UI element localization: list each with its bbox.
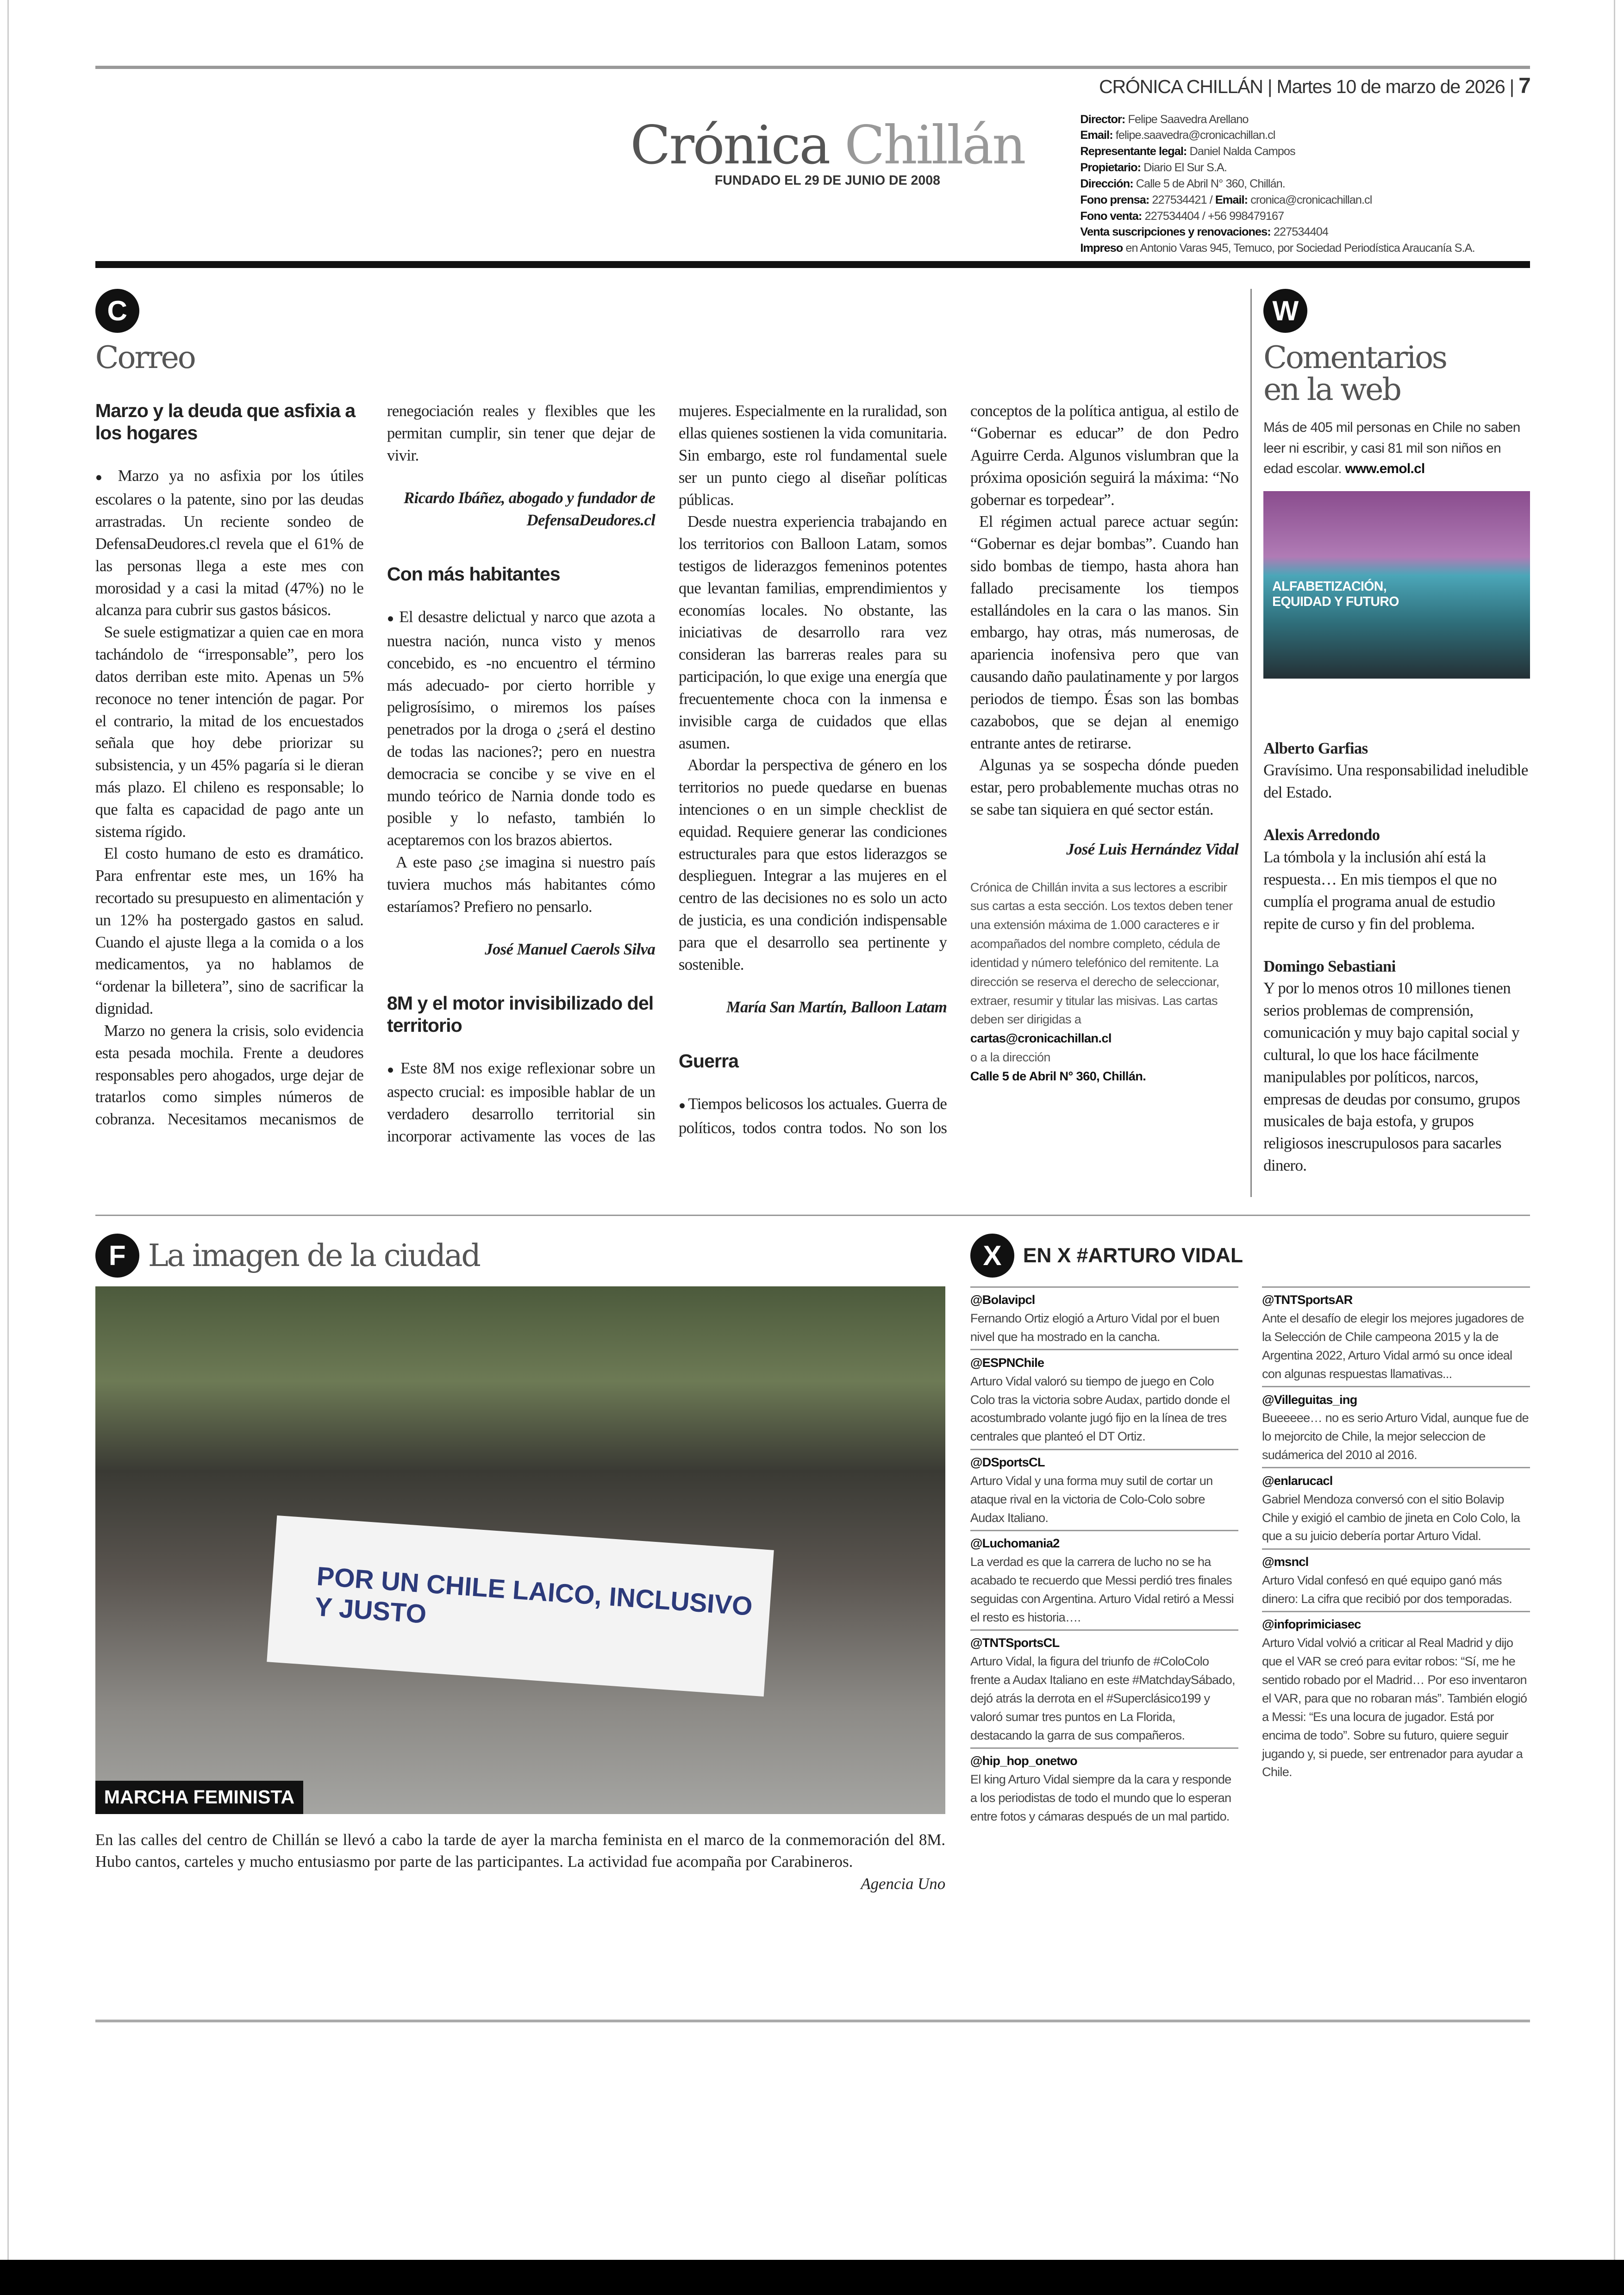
tweets-left <box>970 1286 1238 1828</box>
tweet-handle[interactable]: @infoprimiciasec <box>1262 1611 1530 1634</box>
signature: Ricardo Ibáñez, abogado y fundador de DefensaDeudores.cl <box>403 489 656 529</box>
comment-text: La tómbola y la inclusión ahí está la respuesta… En mis tiempos el que no cumplía el programa anual de estudio repite de curso y fin del problema. <box>1263 848 1497 933</box>
web-comment <box>1263 737 1530 804</box>
letters-columns <box>95 400 1239 1147</box>
tweet[interactable] <box>1262 1548 1530 1608</box>
tweet[interactable] <box>970 1747 1238 1826</box>
letters-email[interactable]: cartas@cronicachillan.cl <box>970 1031 1112 1046</box>
bottom-bar <box>0 2260 1624 2295</box>
staff-value: Felipe Saavedra Arellano <box>1128 112 1249 126</box>
signature: María San Martín, Balloon Latam <box>726 998 947 1016</box>
staff-label: Venta suscripciones y renovaciones: <box>1080 225 1271 239</box>
tweet[interactable] <box>1262 1611 1530 1781</box>
staff-label: Propietario: <box>1080 161 1141 175</box>
tweet-text: La verdad es que la carrera de lucho no se ha acabado te recuerdo que Messi perdió tres finales seguidas con Argentina. Arturo Vidal retiró a Messi el resto es historia…. <box>970 1554 1234 1624</box>
paragraph: Abordar la perspectiva de género en los territorios no puede quedarse en buenas intenciones o en un simple checklist de equidad. Requiere generar las condiciones estructurales para que estos liderazgos se desplieguen. Integrar a las mujeres en el centro de las decisiones no es solo un acto de justicia, es una condición indispensable para que el desarrollo sea pertinente y sostenible. <box>678 756 947 973</box>
photo-caption <box>95 1829 945 1895</box>
tweet-text: Arturo Vidal, la figura del triunfo de #ColoColo frente a Audax Italiano en este #MatchdaySábado, dejó atrás la derrota en el #Superclásico199 y valoró sumar tres puntos en La Florida, destacando la garra de sus compañeros. <box>970 1654 1235 1742</box>
imagen-header: F La imagen de la ciudad <box>95 1234 945 1278</box>
section-rule <box>95 1215 1530 1216</box>
tweet[interactable] <box>970 1349 1238 1446</box>
tweet-handle[interactable]: @TNTSportsAR <box>1262 1286 1530 1309</box>
comment-author: Domingo Sebastiani <box>1263 957 1396 975</box>
web-article-image: ALFABETIZACIÓN, EQUIDAD Y FUTURO <box>1263 491 1530 679</box>
header-rule <box>95 261 1530 268</box>
letters-note: Crónica de Chillán invita a sus lectores a escribir sus cartas a esta sección. Los textos deben tener una extensión máxima de 1.000 caracteres e ir acompañados del nombre completo, cédula de identidad y número telefónico del remitente. La dirección se reserva el derecho de seleccionar, extraer, resumir y titular las misivas. Las cartas deben ser dirigidas a cartas@cronicachillan.cl o a la dirección Calle 5 de Abril N° 360, Chillán. <box>970 879 1233 1083</box>
photo-credit: Agencia Uno <box>861 1875 946 1893</box>
imagen-section <box>95 1234 945 1895</box>
section-title-correo: Correo <box>95 339 195 375</box>
letter-title: Guerra <box>678 1050 739 1072</box>
staff-label: Fono prensa: <box>1080 193 1149 206</box>
comment-author: Alexis Arredondo <box>1263 826 1380 844</box>
tweet-handle[interactable]: @Luchomania2 <box>970 1530 1238 1553</box>
tweet[interactable] <box>1262 1386 1530 1464</box>
bottom-rule <box>95 2020 1530 2022</box>
staff-value: cronica@cronicachillan.cl <box>1250 193 1372 206</box>
staff-label: Dirección: <box>1080 177 1133 190</box>
web-comments <box>1263 737 1530 1177</box>
bottom-section <box>95 1234 1530 1895</box>
tweet[interactable] <box>1262 1286 1530 1383</box>
comment-author: Alberto Garfias <box>1263 739 1368 757</box>
tweet[interactable] <box>970 1530 1238 1627</box>
staff-box <box>1080 112 1474 256</box>
page-edge <box>7 0 9 2266</box>
paragraph: Desde nuestra experiencia trabajando en los territorios con Balloon Latam, somos testigos de liderazgos femeninos potentes que levantan familias, emprendimientos y economías locales. No obstante, las iniciativas de desarrollo rara vez consideran las barreras reales para su participación, lo que exige una energía que frecuentemente choca con la inmensa e invisible carga de cuidados que ellas asumen. <box>678 512 947 752</box>
staff-value: 227534421 / <box>1152 193 1215 206</box>
staff-label: Fono venta: <box>1080 209 1142 223</box>
paragraph: Marzo no genera la crisis, solo evidencia esta pesada mochila. Frente a deudores responsables pero ahogados, urge dejar de tratarlos como simples números de cobranza. Necesitamos mecanismos de renegociación reales y flexibles que les permitan cumplir, sin tener que dejar de vivir. <box>95 402 656 1129</box>
march-photo <box>95 1286 945 1814</box>
staff-label: Representante legal: <box>1080 145 1187 158</box>
signature: José Luis Hernández Vidal <box>1066 840 1239 858</box>
tweet-text: Arturo Vidal valoró su tiempo de juego en Colo Colo tras la victoria sobre Audax, partido donde el acostumbrado volante jugó fijo en la línea de tres centrales que planteó el DT Ortiz. <box>970 1373 1230 1444</box>
tweets <box>970 1286 1530 1828</box>
tweet-text: Bueeeee… no es serio Arturo Vidal, aunque fue de lo mejorcito de Chile, la mejor seleccion de sudámerica del 2010 al 2016. <box>1262 1410 1529 1462</box>
tweet-handle[interactable]: @Villeguitas_ing <box>1262 1386 1530 1409</box>
tweet-handle[interactable]: @TNTSportsCL <box>970 1629 1238 1652</box>
tweet-text: Gabriel Mendoza conversó con el sitio Bolavip Chile y exigió el cambio de jineta en Colo Colo, la que a su juicio debería portar Arturo Vidal. <box>1262 1491 1520 1543</box>
staff-value: 227534404 <box>1273 225 1328 239</box>
staff-label: Email: <box>1215 193 1248 206</box>
staff-value: Calle 5 de Abril N° 360, Chillán. <box>1136 177 1285 190</box>
web-section <box>1263 289 1530 1197</box>
comment-text: Gravísimo. Una responsabilidad ineludible del Estado. <box>1263 761 1528 802</box>
tweet-handle[interactable]: @enlarucacl <box>1262 1467 1530 1490</box>
page-edge <box>1614 0 1615 2266</box>
paragraph: El costo humano de esto es dramático. Para enfrentar este mes, un 16% ha recortado su presupuesto en alimentación y un 12% ha postergado gastos en salud. Cuando el ajuste llega a la comida o a los medicamentos, ya no hablamos de “ordenar la billetera”, sino de sacrificar la dignidad. <box>95 844 364 1018</box>
tweet-text: Ante el desafío de elegir los mejores jugadores de la Selección de Chile campeona 2015 y la de Argentina 2022, Arturo Vidal armó su once ideal con algunas respuestas llamativas... <box>1262 1311 1524 1381</box>
enx-section <box>970 1234 1530 1895</box>
signature: José Manuel Caerols Silva <box>485 940 656 958</box>
comment-text: Y por lo menos otros 10 millones tienen serios problemas de comprensión, comunicación y muy bajo capital social y cultural, lo que los hace fácilmente manipulables por políticos, narcos, empresas de deudas por consumo, grupos musicales de baja estofa, y grupos religiosos inescrupulosos para sacarles dinero. <box>1263 979 1520 1174</box>
tweet-handle[interactable]: @Bolavipcl <box>970 1286 1238 1309</box>
staff-label: Director: <box>1080 112 1125 126</box>
founded-date: FUNDADO EL 29 DE JUNIO DE 2008 <box>714 173 940 188</box>
staff-label: Impreso <box>1080 242 1123 255</box>
page-info: CRÓNICA CHILLÁN | Martes 10 de marzo de 2026 | 7 <box>1099 74 1530 99</box>
staff-value: Diario El Sur S.A. <box>1143 161 1227 175</box>
tweet-handle[interactable]: @hip_hop_onetwo <box>970 1747 1238 1770</box>
letter-title: 8M y el motor invisibilizado del territorio <box>387 992 654 1036</box>
staff-label: Email: <box>1080 129 1113 142</box>
logo: Crónica Chillán <box>630 114 1025 176</box>
tweet-text: Arturo Vidal volvió a criticar al Real Madrid y dijo que el VAR se creó para evitar robos: “Sí, me he sentido robado por el Madrid… Por eso inventaron el VAR, para que no robaran más”. También elogió a Messi: “Es una locura de jugador. Está por encima de todo”. Sobre su futuro, quiere seguir jugando y, si puede, ser entrenador para ayudar a Chile. <box>1262 1635 1527 1779</box>
paragraph: Algunas ya se sospecha dónde pueden estar, pero probablemente muchas otras no se sabe tan siquiera en qué sector están. <box>970 756 1239 818</box>
paragraph: ● El desastre delictual y narco que azota a nuestra nación, nunca visto y menos concebido, es -no encuentro el término más adecuado- por cierto horrible y peligrosísimo, o miremos los países penetrados por la droga o ¿será el destino de todas las naciones?; pero en nuestra democracia se concibe y se vive en el mundo teórico de Narnia donde todo es posible y lo nefasto, también lo aceptaremos con los brazos abiertos. <box>387 606 655 851</box>
web-lead: Más de 405 mil personas en Chile no saben leer ni escribir, y casi 81 mil son niños en edad escolar. www.emol.cl <box>1263 420 1520 476</box>
column-divider <box>1250 289 1252 1197</box>
tweet-handle[interactable]: @msncl <box>1262 1548 1530 1571</box>
section-title-web: Comentarios en la web <box>1263 339 1446 408</box>
photo-label: MARCHA FEMINISTA <box>95 1781 303 1814</box>
correo-section <box>95 289 1239 1197</box>
web-comment <box>1263 955 1530 1177</box>
tweet-handle[interactable]: @DSportsCL <box>970 1449 1238 1472</box>
web-badge: W <box>1263 289 1530 333</box>
staff-value: 227534404 / +56 998479167 <box>1144 209 1284 223</box>
top-section <box>95 289 1530 1197</box>
letter-title: Marzo y la deuda que asfixia a los hogares <box>95 400 356 443</box>
tweets-right <box>1262 1286 1530 1828</box>
paragraph: El régimen actual parece actuar según: “Gobernar es dejar bombas”. Cuando han sido bombas de tiempo, hasta ahora han fallado precisamente los tiempos estallándoles en la cara o las manos. Sin embargo, hay otras, más numerosas, de apariencia inofensiva pero que van causando daño paulatinamente y por largos periodos de tiempo. Ésas son las bombas cazabobos, que se dejan al enemigo entrante antes de retirarse. <box>970 512 1239 752</box>
tweet-text: Arturo Vidal confesó en qué equipo ganó más dinero: La cifra que recibió por dos temporadas. <box>1262 1572 1512 1606</box>
enx-header: X EN X #ARTURO VIDAL <box>970 1234 1530 1278</box>
tweet-text: Fernando Ortiz elogió a Arturo Vidal por el buen nivel que ha mostrado en la cancha. <box>970 1311 1219 1344</box>
letter-title: Con más habitantes <box>387 563 560 585</box>
tweet-text: El king Arturo Vidal siempre da la cara y responde a los periodistas de todo el mundo que lo esperan entre fotos y cámaras después de un mal partido. <box>970 1772 1231 1823</box>
staff-value: felipe.saavedra@cronicachillan.cl <box>1115 129 1275 142</box>
staff-value: en Antonio Varas 945, Temuco, por Sociedad Periodística Araucanía S.A. <box>1125 242 1475 255</box>
paragraph: ● Tiempos belicosos los actuales. Guerra de políticos, todos contra todos. No son los conceptos de la política antigua, al estilo de “Gobernar es educar” de don Pedro Aguirre Cerda. Algunos vislumbran que la próxima oposición seguirá la máxima: “No gobernar es torpedear”. <box>679 400 1238 1147</box>
paragraph: A este paso ¿se imagina si nuestro país tuviera muchos más habitantes cómo estaríamos? Prefiero no pensarlo. <box>387 853 656 916</box>
tweet[interactable] <box>1262 1467 1530 1545</box>
correo-badge: C <box>95 289 1239 333</box>
tweet-text: Arturo Vidal y una forma muy sutil de cortar un ataque rival en la victoria de Colo-Colo sobre Audax Italiano. <box>970 1473 1213 1525</box>
tweet[interactable] <box>970 1629 1238 1745</box>
source-link[interactable]: www.emol.cl <box>1345 461 1425 476</box>
paragraph: ● Este 8M nos exige reflexionar sobre un aspecto crucial: es imposible hablar de un verdadero desarrollo territorial sin incorporar activamente las voces de las mujeres. Especialmente en la ruralidad, son ellas quienes sostienen la vida comunitaria. Sin embargo, este rol fundamental suele ser un punto ciego al diseñar políticas públicas. <box>387 400 947 1147</box>
masthead <box>630 114 1024 188</box>
paragraph: Se suele estigmatizar a quien cae en mora tachándolo de “irresponsable”, pero los datos derriban este mito. Apenas un 5% reconoce no tener intención de pagar. Por el contrario, la mitad de los encuestados señala que hoy debe priorizar su subsistencia, y un 45% pagaría si le dieran más plazo. El chileno es responsable; lo que falta es capacidad de pago ante un sistema rígido. <box>95 623 364 841</box>
tweet[interactable] <box>970 1449 1238 1527</box>
tweet[interactable] <box>970 1286 1238 1346</box>
tweet-handle[interactable]: @ESPNChile <box>970 1349 1238 1372</box>
page-body <box>95 289 1530 1895</box>
caption-text: En las calles del centro de Chillán se llevó a cabo la tarde de ayer la marcha feminista en el marco de la conmemoración del 8M. Hubo cantos, carteles y mucho entusiasmo por parte de las participantes. La actividad fue acompaña por Carabineros. <box>95 1830 946 1871</box>
top-rule <box>95 66 1530 69</box>
staff-value: Daniel Nalda Campos <box>1189 145 1295 158</box>
photo-banner: POR UN CHILE LAICO, INCLUSIVO Y JUSTO <box>267 1515 774 1696</box>
paragraph: ● Marzo ya no asfixia por los útiles escolares o la patente, sino por las deudas arrastradas. Un reciente sondeo de DefensaDeudores.cl revela que el 61% de las personas llega a este mes con morosidad y a casi la mitad (47%) no le alcanza para cubrir sus gastos básicos. <box>95 465 363 622</box>
web-comment <box>1263 824 1530 935</box>
